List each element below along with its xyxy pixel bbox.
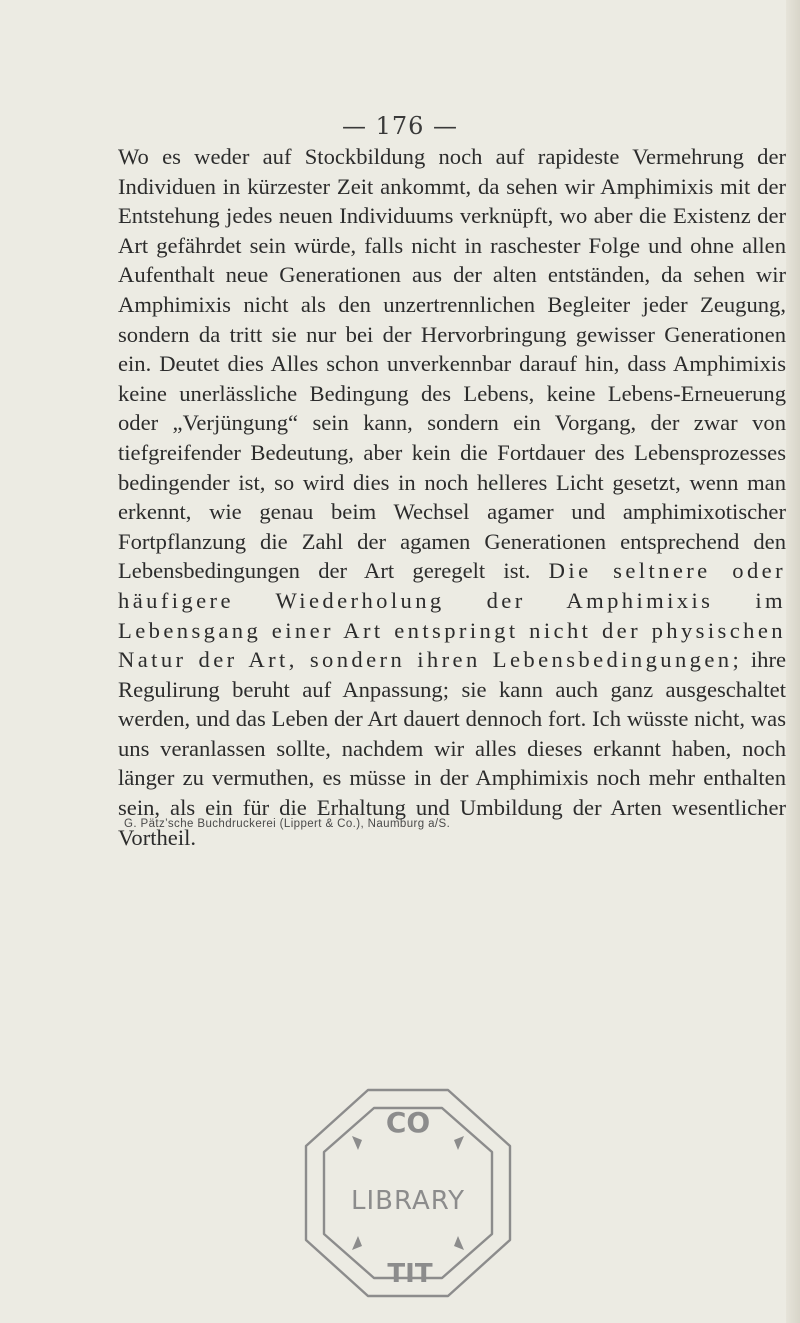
stamp-ornament-tl: [352, 1136, 362, 1150]
stamp-ornament-br: [454, 1236, 464, 1250]
page-number: — 176 —: [341, 112, 459, 140]
paragraph-run-regular: Wo es weder auf Stockbildung noch auf rapideste Vermehrung der Individuen in kürzester Zeit ankommt, da sehen wir Amphimixis mit der Entstehung jedes neuen Individuums verknüpft, wo aber die Existenz der Art gefährdet sein würde, falls nicht in raschester Folge und ohne allen Aufenthalt neue Generationen aus der alten entständen, da sehen wir Amphimixis nicht als den unzertrennlichen Begleiter jeder Zeugung, sondern da tritt sie nur bei der Hervorbringung gewisser Generationen ein. Deutet dies Alles schon unverkennbar darauf hin, dass Amphimixis keine unerlässliche Bedingung des Lebens, keine Lebens-Erneuerung oder „Verjüngung“ sein kann, sondern ein Vorgang, der zwar von tiefgreifender Bedeutung, aber kein die Fortdauer des Lebensprozesses bedingender ist, so wird dies in noch helleres Licht gesetzt, wenn man erkennt, wie genau beim Wechsel agamer und amphimixotischer Fortpflanzung die Zahl der agamen Generationen entsprechend den Lebensbedingungen der Art geregelt ist.: [118, 144, 786, 584]
stamp-center-text: LIBRARY: [350, 1186, 466, 1216]
stamp-ring-bottom: TIT: [387, 1259, 433, 1289]
page-edge: [786, 0, 800, 1323]
stamp-ornament-bl: [352, 1236, 362, 1250]
paragraph-run-emphasized: Die seltnere oder häufigere Wiederholung der Amphimixis im Lebensgang einer Art entspringt nicht der physischen Natur der Art, sondern ihren Lebensbedingungen;: [118, 558, 786, 673]
library-stamp-icon: [302, 1086, 514, 1300]
paragraph-run-regular-end: ihre Regulirung beruht auf Anpassung; sie kann auch ganz ausgeschaltet werden, und das Leben der Art dauert dennoch fort. Ich wüsste nicht, was uns veranlassen sollte, nachdem wir alles dieses erkannt haben, noch länger zu vermuthen, es müsse in der Amphimixis noch mehr enthalten sein, als ein für die Erhaltung und Umbildung der Arten wesentlicher Vortheil.: [118, 647, 786, 850]
stamp-ornament-tr: [454, 1136, 464, 1150]
body-paragraph: [118, 142, 786, 852]
printer-imprint: G. Pätz’sche Buchdruckerei (Lippert & Co.), Naumburg a/S.: [124, 818, 451, 830]
stamp-ring-top: CO: [385, 1106, 431, 1139]
